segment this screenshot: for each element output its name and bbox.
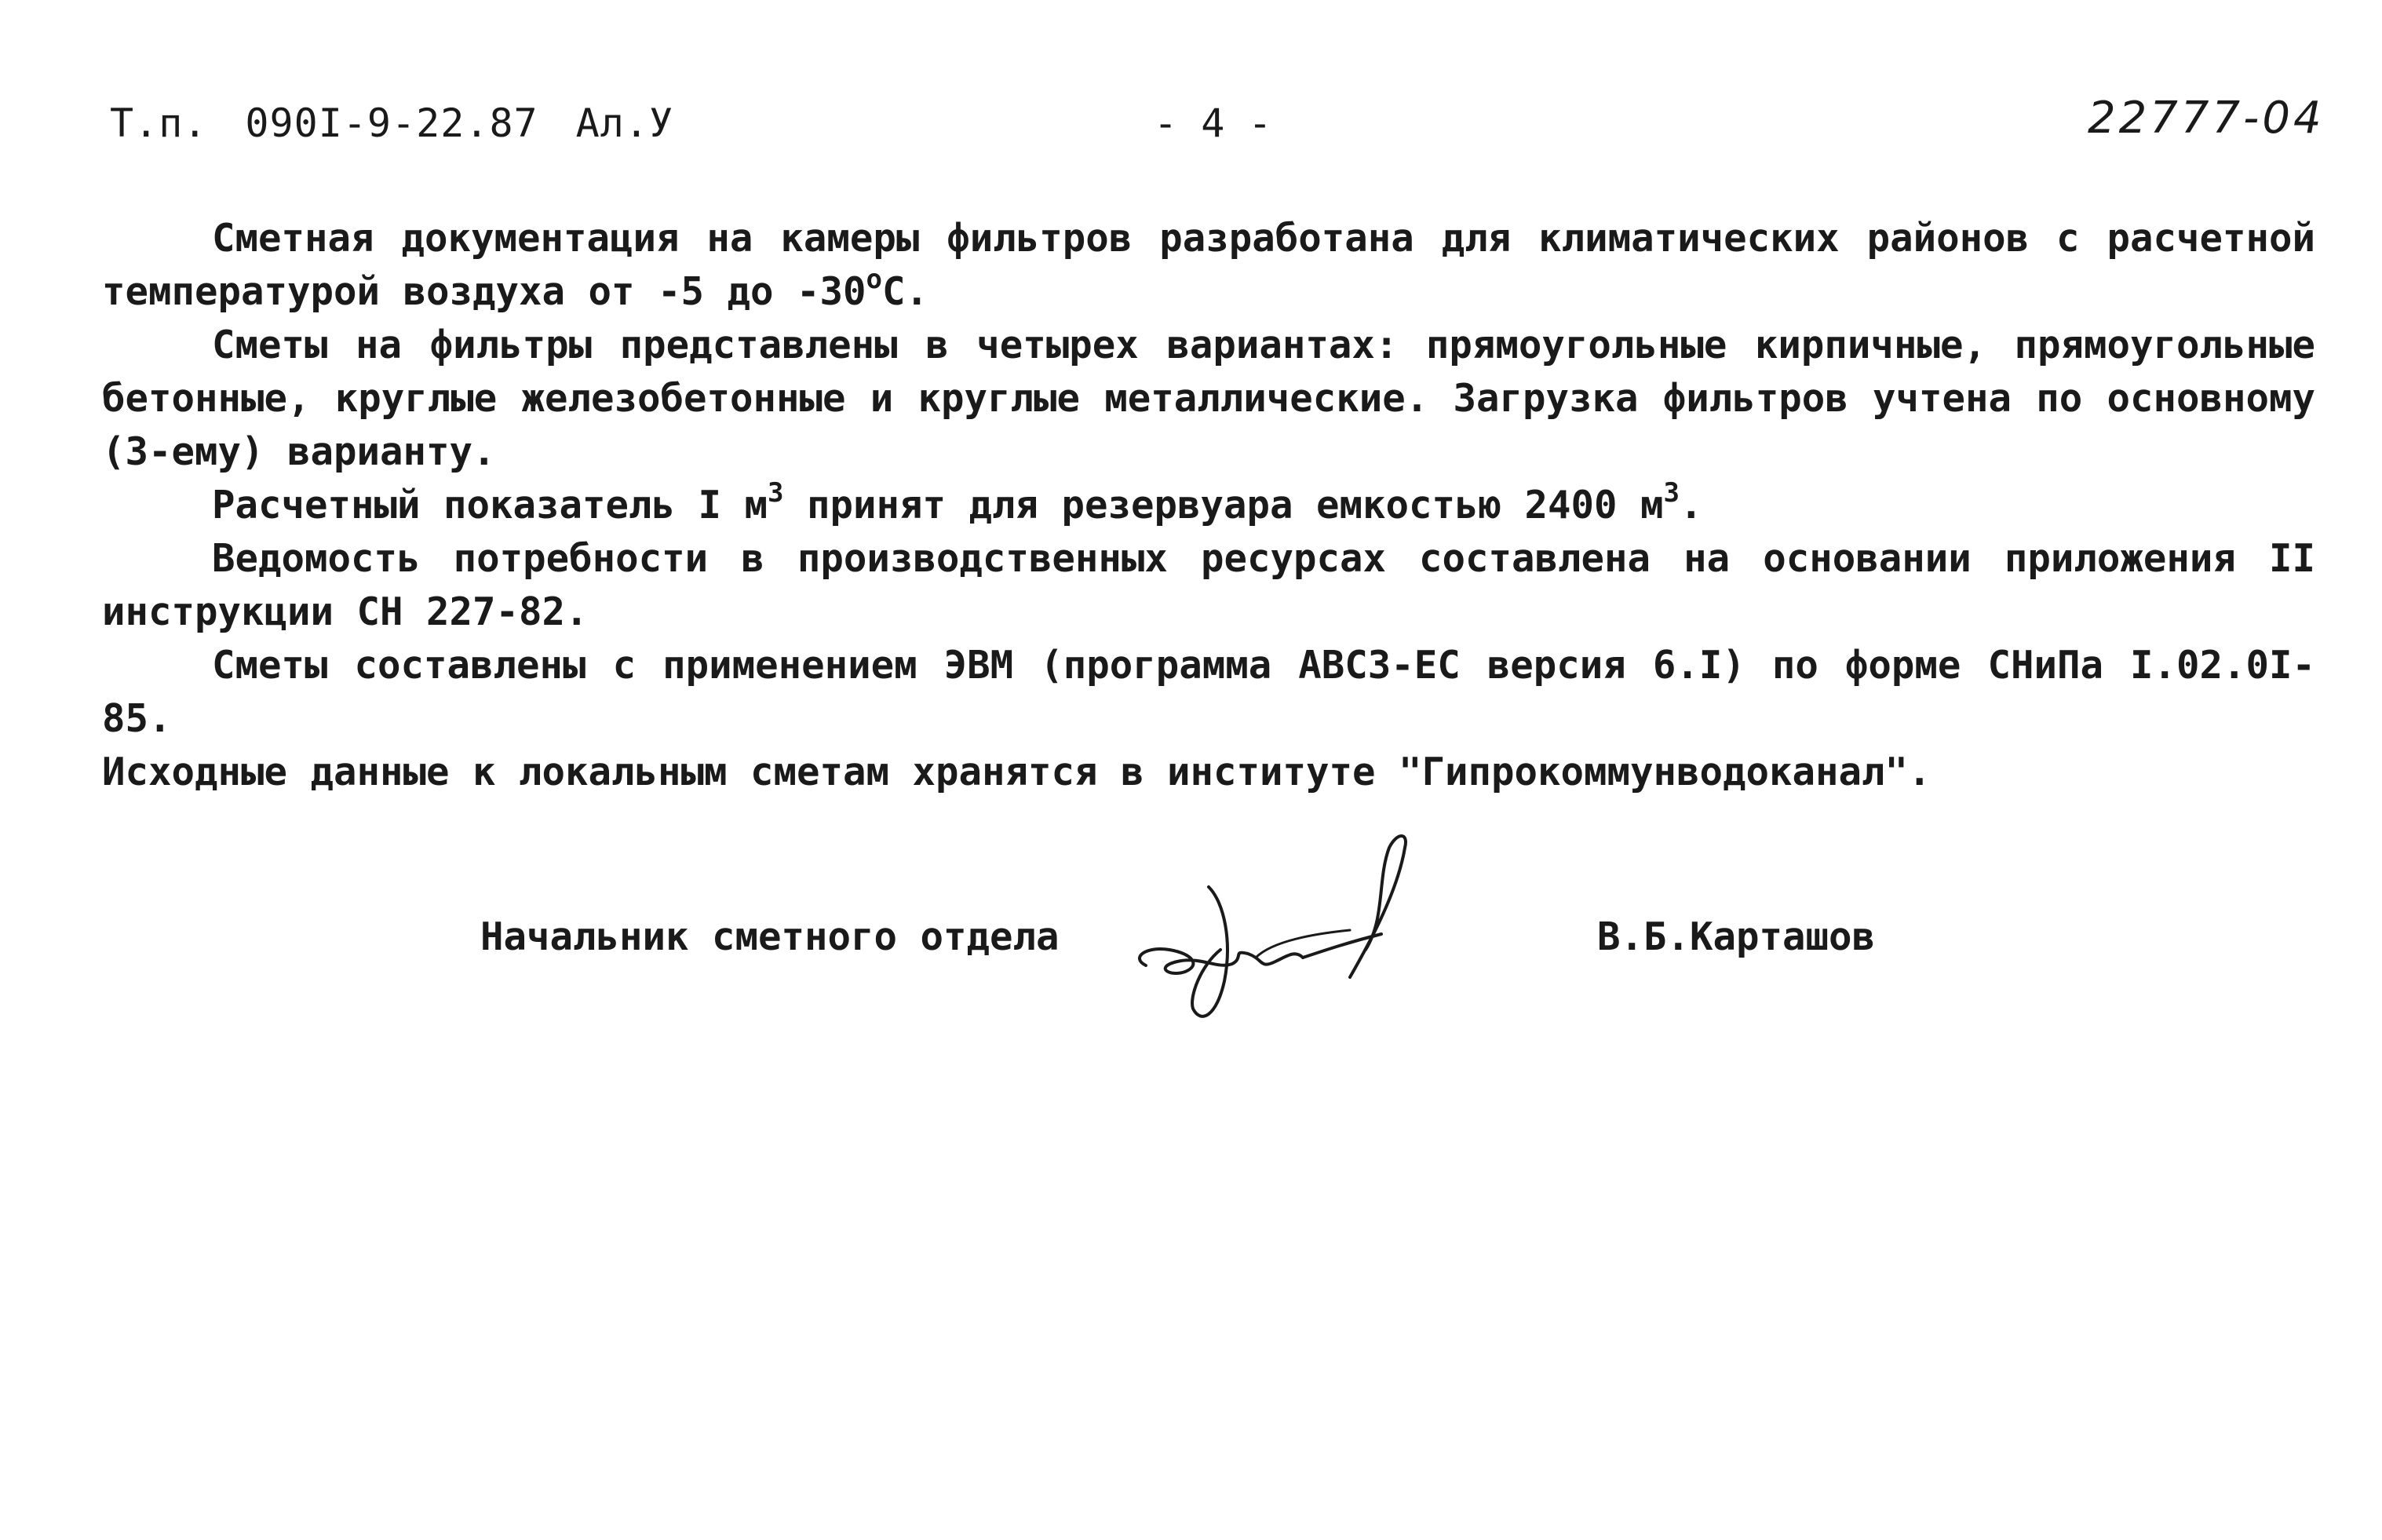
signatory-title: Начальник сметного отдела: [480, 914, 1060, 959]
signatory-name: В.Б.Карташов: [1597, 914, 1876, 959]
paragraph-computer: Сметы составлены с применением ЭВМ (программа АВСЗ-ЕС версия 6.I) по форме СНиПа I.02.0I-85.: [102, 643, 2315, 741]
doc-number: 090I-9-22.87: [245, 100, 538, 146]
paragraph-climate: Сметная документация на камеры фильтров разработана для климатических районов с расчетной температурой воздуха от -5 до -30$^o$C.: [102, 216, 2315, 314]
handwritten-signature: [1114, 832, 1452, 1028]
paragraph-variants: Сметы на фильтры представлены в четырех вариантах: прямоугольные кирпичные, прямоугольные бетонные, круглые железобетонные и круглые металлические. Загрузка фильтров учтена по основному (3-ему) варианту.: [102, 323, 2315, 474]
document-designation: [110, 100, 711, 146]
album-label: Ал.У: [575, 100, 674, 146]
document-body: [102, 212, 2315, 799]
paragraph-indicator: Расчетный показатель I $м^3$ принят для резервуара емкостью 2400 $м^3$.: [212, 476, 1703, 527]
paragraph-source-data: Исходные данные к локальным сметам хранятся в институте "Гипрокоммунводоканал".: [102, 750, 1931, 794]
archive-number: 22777-04: [2088, 93, 2325, 144]
page-number: - 4 -: [1154, 100, 1272, 146]
paragraph-resources: Ведомость потребности в производственных ресурсах составлена на основании приложения II инструкции СН 227-82.: [102, 536, 2315, 634]
doc-code: Т.п.: [110, 100, 208, 146]
